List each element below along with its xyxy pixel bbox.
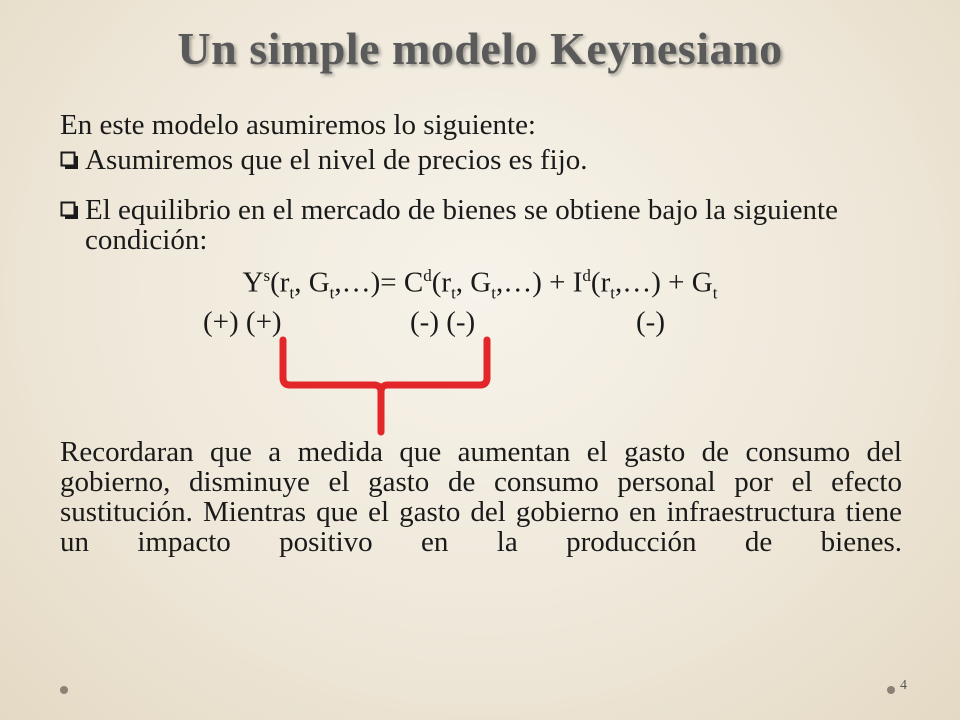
- eq-term: ,…) +: [495, 266, 573, 299]
- bullet-item: [60, 145, 902, 175]
- eq-term: , G: [455, 266, 492, 299]
- sign-label: (+) (+): [203, 306, 282, 338]
- equilibrium-equation: [0, 266, 960, 303]
- intro-text: En este modelo asumiremos lo siguiente:: [60, 109, 536, 141]
- eq-sub: t: [491, 283, 496, 303]
- eq-sub: t: [610, 283, 615, 303]
- explanation-paragraph: Recordaran que a medida que aumentan el gasto de consumo del gobierno, disminuye el gasto de consumo personal por el efecto sustitución. Mientras que el gasto del gobierno en infraestructura tiene un impacto positivo en la producción de bienes.: [60, 436, 902, 558]
- eq-sub: t: [451, 283, 456, 303]
- eq-term: , G: [294, 266, 330, 299]
- eq-term: (r: [590, 266, 611, 299]
- footer-dot: [887, 686, 895, 694]
- eq-sup: s: [263, 266, 271, 285]
- eq-term: ,…) + G: [614, 266, 713, 299]
- eq-sub: t: [289, 283, 295, 303]
- footer-dot: [60, 686, 68, 694]
- eq-term: (r: [431, 266, 452, 299]
- page-number: 4: [900, 678, 907, 693]
- slide-title: Un simple modelo Keynesiano: [177, 23, 783, 74]
- bullet-item: [60, 195, 902, 255]
- hollow-square-bullet-icon: [60, 151, 80, 171]
- eq-term: I: [572, 266, 583, 299]
- eq-term: (r: [270, 266, 290, 299]
- bullet-text: Asumiremos que el nivel de precios es fijo.: [85, 144, 588, 176]
- eq-term: C: [403, 266, 424, 299]
- eq-sup: d: [582, 266, 591, 285]
- eq-term: ,…)=: [334, 266, 404, 299]
- sign-label: (-): [636, 306, 665, 338]
- eq-term: Y: [242, 266, 264, 299]
- eq-sup: d: [423, 266, 432, 285]
- bullet-text: El equilibrio en el mercado de bienes se obtiene bajo la siguiente condición:: [85, 194, 838, 256]
- curly-brace-icon: [250, 330, 510, 440]
- eq-sub: t: [712, 283, 718, 303]
- hollow-square-bullet-icon: [60, 201, 80, 221]
- eq-sub: t: [329, 283, 335, 303]
- sign-label: (-) (-): [410, 306, 476, 338]
